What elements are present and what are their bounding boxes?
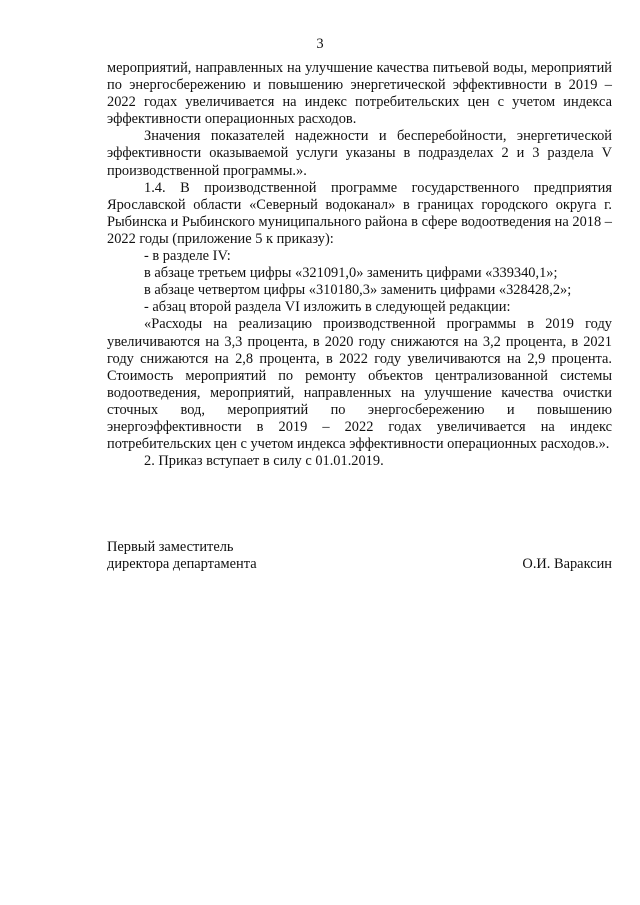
document-body	[107, 60, 612, 470]
paragraph-abzac-fourth: в абзаце четвертом цифры «310180,3» заменить цифрами «328428,2»;	[144, 282, 572, 299]
paragraph-continuation: мероприятий, направленных на улучшение качества питьевой воды, мероприятий по энергосбережению и повышению энергетической эффективности в 2019 – 2022 годах увеличивается на индекс потребительских цен с учетом индекса эффективности операционных расходов.	[107, 60, 612, 128]
signature-name: О.И. Вараксин	[522, 556, 612, 573]
paragraph-section-iv: - в разделе IV:	[144, 248, 231, 265]
signature-title-line2: директора департамента	[107, 556, 257, 573]
signature-title-line1: Первый заместитель	[107, 539, 234, 555]
paragraph-section-vi: - абзац второй раздела VI изложить в следующей редакции:	[144, 299, 511, 316]
signature-block	[107, 539, 612, 573]
paragraph-effective-date: 2. Приказ вступает в силу с 01.01.2019.	[144, 453, 384, 470]
paragraph-abzac-third: в абзаце третьем цифры «321091,0» заменить цифрами «339340,1»;	[144, 265, 558, 282]
page-number: 3	[316, 36, 324, 52]
paragraph-item-1-4: 1.4. В производственной программе государственного предприятия Ярославской области «Северный водоканал» в границах городского округа г. Рыбинска и Рыбинского муниципального района в сфере водоотведения на 2018 – 2022 годы (приложение 5 к приказу):	[107, 179, 612, 247]
paragraph-indicators: Значения показателей надежности и бесперебойности, энергетической эффективности оказываемой услуги указаны в подразделах 2 и 3 раздела V производственной программы.».	[107, 128, 612, 179]
signature-line	[107, 556, 612, 573]
paragraph-quoted-expenses: «Расходы на реализацию производственной программы в 2019 году увеличиваются на 3,3 процента, в 2020 году снижаются на 3,2 процента, в 2021 году снижаются на 2,8 процента, в 2022 году увеличиваются на 2,9 процента. Стоимость мероприятий по ремонту объектов централизованной системы водоотведения, мероприятий, направленных на улучшение качества очистки сточных вод, мероприятий по энергосбережению и повышению энергоэффективности в 2019 – 2022 годах увеличивается на индекс потребительских цен с учетом индекса эффективности операционных расходов.».	[107, 316, 612, 453]
